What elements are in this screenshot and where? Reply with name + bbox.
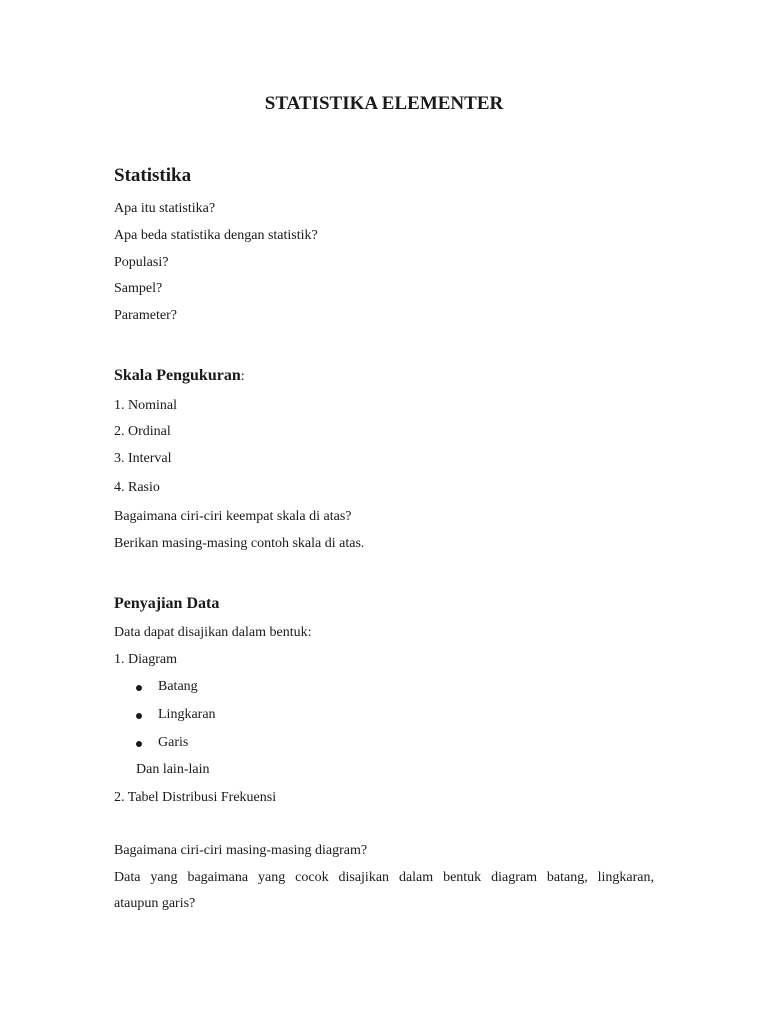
list-item: 3. Interval	[114, 451, 172, 466]
bullet-dot	[136, 713, 142, 719]
list-item: 1. Nominal	[114, 398, 177, 413]
question-line: Parameter?	[114, 308, 177, 323]
intro-line: Data dapat disajikan dalam bentuk:	[114, 625, 312, 640]
list-item: 4. Rasio	[114, 480, 160, 495]
heading-colon: :	[240, 369, 245, 384]
section-heading-text: Skala Pengukuran	[114, 367, 241, 384]
question-line: Apa beda statistika dengan statistik?	[114, 228, 318, 243]
question-line-justified: Data yang bagaimana yang cocok disajikan dalam bentuk diagram batang, lingkaran,	[114, 870, 654, 885]
question-line: Apa itu statistika?	[114, 201, 216, 216]
question-line: Sampel?	[114, 281, 163, 296]
question-line-continued: ataupun garis?	[114, 896, 196, 911]
question-line: Bagaimana ciri-ciri masing-masing diagram?	[114, 843, 368, 858]
question-line: Berikan masing-masing contoh skala di atas.	[114, 536, 365, 551]
list-item: 2. Ordinal	[114, 424, 171, 439]
bullet-dot	[136, 685, 142, 691]
bullet-dot	[136, 741, 142, 747]
question-line: Bagaimana ciri-ciri keempat skala di atas?	[114, 509, 352, 524]
others-line: Dan lain-lain	[136, 762, 210, 777]
section-heading-statistika: Statistika	[114, 165, 192, 186]
list-item: 1. Diagram	[114, 652, 177, 667]
section-heading-penyajian: Penyajian Data	[114, 595, 220, 612]
page-title: STATISTIKA ELEMENTER	[264, 93, 504, 114]
list-item: 2. Tabel Distribusi Frekuensi	[114, 790, 277, 805]
bullet-item: Garis	[158, 735, 189, 750]
question-line: Populasi?	[114, 255, 169, 270]
bullet-item: Batang	[158, 679, 198, 694]
bullet-item: Lingkaran	[158, 707, 216, 722]
section-heading-skala	[114, 367, 245, 385]
